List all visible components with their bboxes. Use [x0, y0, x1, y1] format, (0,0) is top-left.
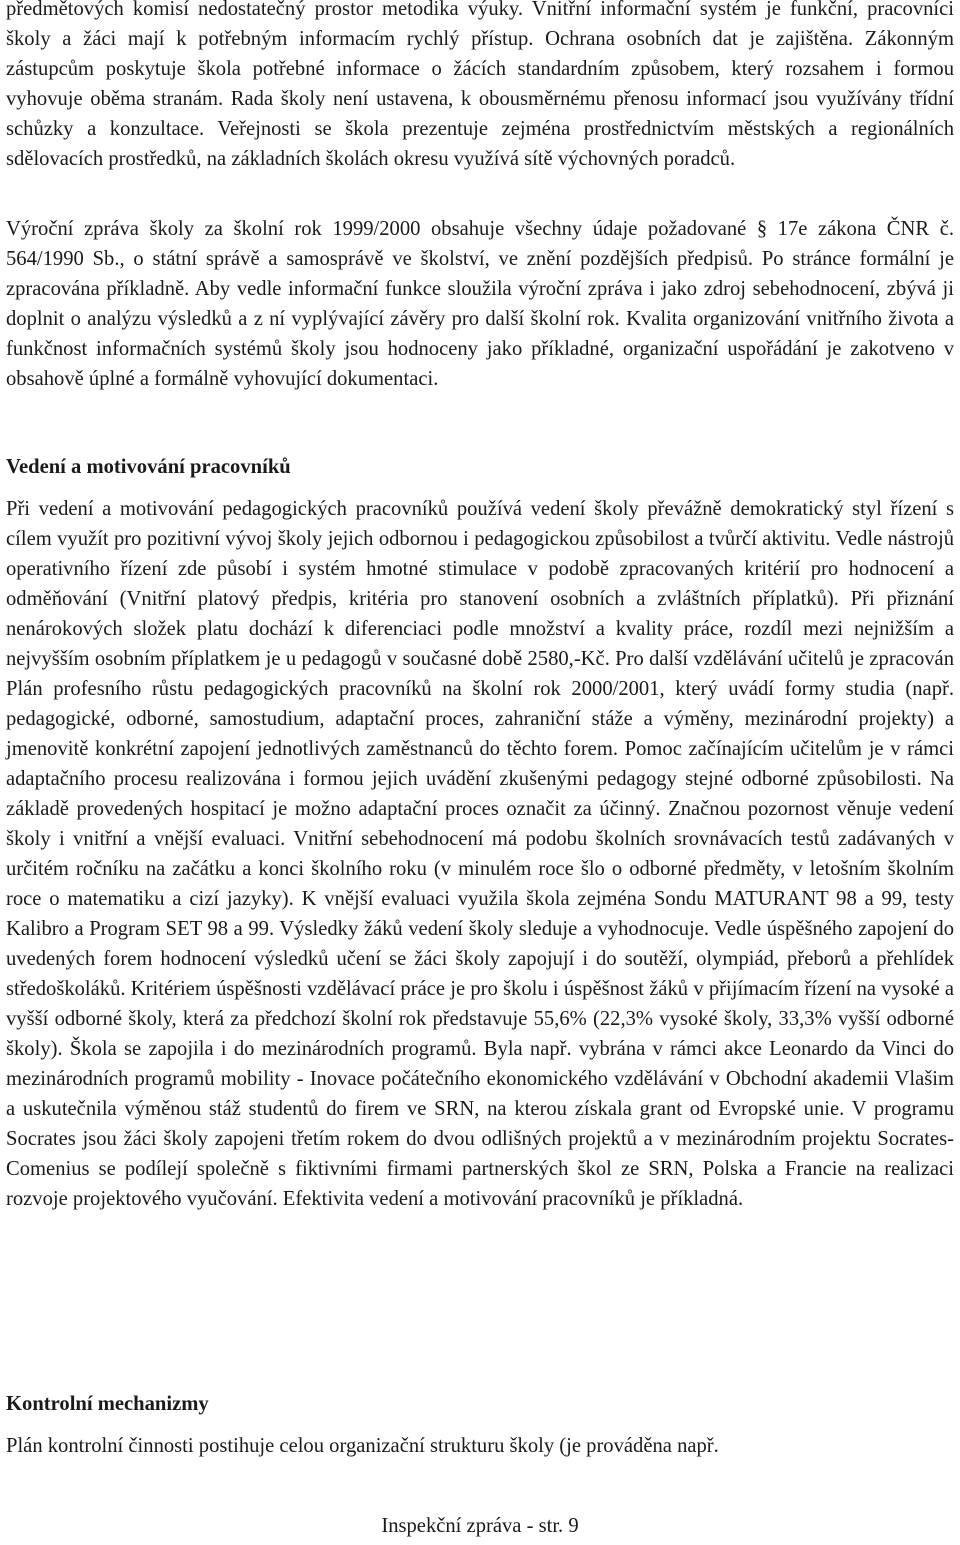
paragraph-intro: předmětových komisí nedostatečný prostor metodika výuky. Vnitřní informační systém je funkční, pracovníci školy a žáci mají k potřebným informacím rychlý přístup. Ochrana osobních dat je zajištěna. Zákonným zástupcům poskytuje škola potřebné informace o žácích standardním způsobem, který rozsahem i formou vyhovuje oběma stranám. Rada školy není ustavena, k obousměrnému přenosu informací jsou využívány třídní schůzky a konzultace. Veřejnosti se škola prezentuje zejména prostřednictvím městských a regionálních sdělovacích prostředků, na základních školách okresu využívá sítě výchovných poradců. — [6, 0, 954, 170]
section-heading-leadership: Vedení a motivování pracovníků — [6, 456, 291, 478]
page-footer: Inspekční zpráva - str. 9 — [381, 1515, 579, 1537]
section-heading-control: Kontrolní mechanizmy — [6, 1393, 209, 1415]
paragraph-control: Plán kontrolní činnosti postihuje celou organizační strukturu školy (je prováděna např. — [6, 1435, 719, 1457]
paragraph-annual-report: Výroční zpráva školy za školní rok 1999/2000 obsahuje všechny údaje požadované § 17e zákona ČNR č. 564/1990 Sb., o státní správě a samosprávě ve školství, ve znění pozdějších předpisů. Po stránce formální je zpracována příkladně. Aby vedle informační funkce sloužila výroční zpráva i jako zdroj sebehodnocení, zbývá ji doplnit o analýzu výsledků a z ní vyplývající závěry pro další školní rok. Kvalita organizování vnitřního života a funkčnost informačních systémů školy jsou hodnoceny jako příkladné, organizační uspořádání je zakotveno v obsahově úplné a formálně vyhovující dokumentaci. — [6, 218, 954, 390]
paragraph-leadership: Při vedení a motivování pedagogických pracovníků používá vedení školy převážně demokratický styl řízení s cílem využít pro pozitivní vývoj školy jejich odbornou i pedagogickou způsobilost a tvůrčí aktivitu. Vedle nástrojů operativního řízení zde působí i systém hmotné stimulace v podobě zpracovaných kritérií pro hodnocení a odměňování (Vnitřní platový předpis, kritéria pro stanovení osobních a zvláštních příplatků). Při přiznání nenárokových složek platu dochází k diferenciaci podle množství a kvality práce, rozdíl mezi nejnižším a nejvyšším osobním příplatkem je u pedagogů v současné době 2580,-Kč. Pro další vzdělávání učitelů je zpracován Plán profesního růstu pedagogických pracovníků na školní rok 2000/2001, který uvádí formy studia (např. pedagogické, odborné, samostudium, adaptační proces, zahraniční stáže a výměny, mezinárodní projekty) a jmenovitě konkrétní zapojení jednotlivých zaměstnanců do těchto forem. Pomoc začínajícím učitelům je v rámci adaptačního procesu realizována i formou jejich uvádění zkušenými pedagogy stejné odborné způsobilosti. Na základě provedených hospitací je možno adaptační proces označit za účinný. Značnou pozornost věnuje vedení školy i vnitřní a vnější evaluaci. Vnitřní sebehodnocení má podobu školních srovnávacích testů zadávaných v určitém ročníku na začátku a konci školního roku (v minulém roce šlo o odborné předměty, v letošním školním roce o matematiku a cizí jazyky). K vnější evaluaci využila škola zejména Sondu MATURANT 98 a 99, testy Kalibro a Program SET 98 a 99. Výsledky žáků vedení školy sleduje a vyhodnocuje. Vedle úspěšného zapojení do uvedených forem hodnocení výsledků učení se žáci školy zapojují i do soutěží, olympiád, přeborů a přehlídek středoškoláků. Kritériem úspěšnosti vzdělávací práce je pro školu i úspěšnost žáků v přijímacím řízení na vysoké a vyšší odborné školy, která za předchozí školní rok představuje 55,6% (22,3% vysoké školy, 33,3% vyšší odborné školy). Škola se zapojila i do mezinárodních programů. Byla např. vybrána v rámci akce Leonardo da Vinci do mezinárodních programů mobility - Inovace počátečního ekonomického vzdělávání v Obchodní akademii Vlašim a uskutečnila výměnou stáž studentů do firem ve SRN, na kterou získala grant od Evropské unie. V programu Socrates jsou žáci školy zapojeni třetím rokem do dvou odlišných projektů a v mezinárodním projektu Socrates-Comenius se podílejí společně s fiktivními firmami partnerských škol ze SRN, Polska a Francie na realizaci rozvoje projektového vyučování. Efektivita vedení a motivování pracovníků je příkladná. — [6, 498, 954, 1210]
